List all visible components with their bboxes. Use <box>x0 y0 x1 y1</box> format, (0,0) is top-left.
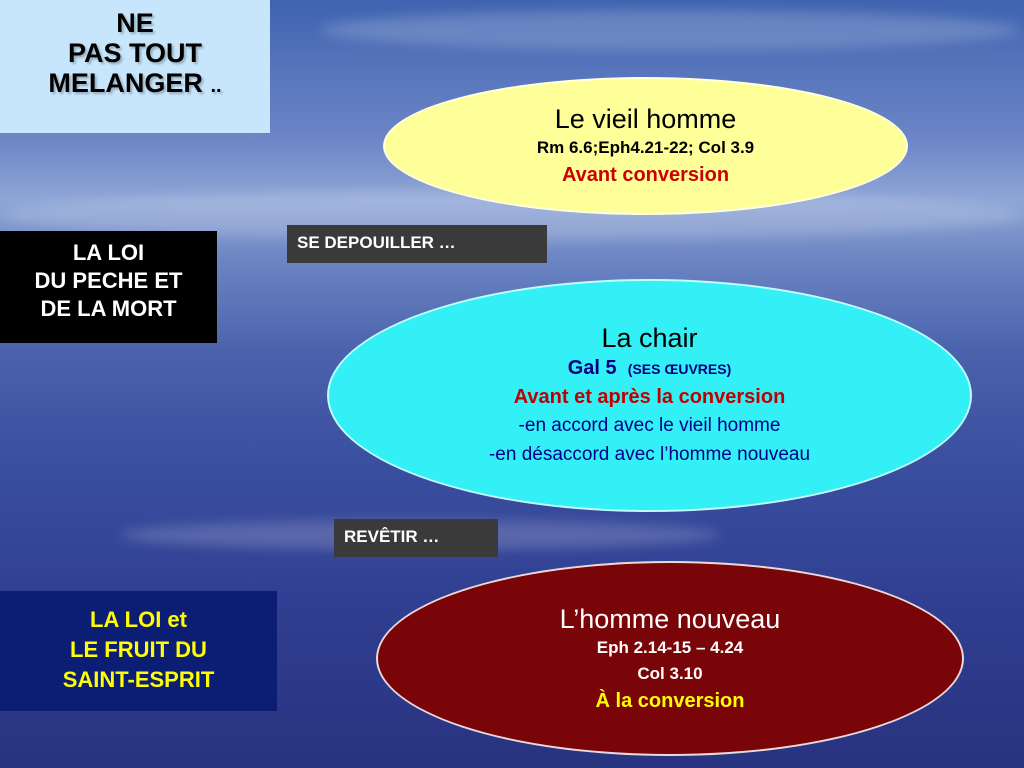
flesh-title: La chair <box>601 323 698 353</box>
law-of-sin-line-2: DU PECHE ET <box>34 268 183 293</box>
law-of-spirit-box <box>0 591 277 711</box>
new-man-timing: À la conversion <box>595 689 745 712</box>
title-box <box>0 0 270 133</box>
background-cloud <box>320 10 1020 50</box>
flesh-works: (SES ŒUVRES) <box>627 361 732 377</box>
put-on-label: REVÊTIR … <box>334 519 498 557</box>
flesh-ref: Gal 5 <box>567 357 617 379</box>
flesh-line-2: -en désaccord avec l’homme nouveau <box>488 444 811 465</box>
new-man-ellipse <box>376 561 964 756</box>
title-line-1: NE <box>116 8 154 38</box>
law-of-sin-line-3: DE LA MORT <box>40 296 177 321</box>
new-man-ref-2: Col 3.10 <box>637 663 703 683</box>
title-word: MELANGER <box>48 68 203 98</box>
flesh-ref-line <box>568 354 732 383</box>
law-of-spirit-line-1: LA LOI et <box>90 607 187 632</box>
law-of-sin-line-1: LA LOI <box>72 240 145 265</box>
law-of-spirit-line-3: SAINT-ESPRIT <box>62 667 215 692</box>
title-dots: .. <box>210 75 222 97</box>
old-man-title: Le vieil homme <box>554 104 737 134</box>
old-man-refs: Rm 6.6;Eph4.21-22; Col 3.9 <box>536 138 755 157</box>
new-man-title: L’homme nouveau <box>559 603 781 634</box>
title-line-3 <box>0 68 270 101</box>
law-of-spirit-line-2: LE FRUIT DU <box>70 637 207 662</box>
flesh-line-1: -en accord avec le vieil homme <box>518 415 781 436</box>
law-of-sin-box <box>0 231 217 343</box>
title-line-2: PAS TOUT <box>67 38 202 68</box>
new-man-ref-1: Eph 2.14-15 – 4.24 <box>596 637 744 657</box>
flesh-timing: Avant et après la conversion <box>513 386 786 408</box>
flesh-ellipse <box>327 279 972 512</box>
old-man-timing: Avant conversion <box>561 164 730 186</box>
strip-off-label: SE DEPOUILLER … <box>287 225 547 263</box>
old-man-ellipse <box>383 77 908 215</box>
